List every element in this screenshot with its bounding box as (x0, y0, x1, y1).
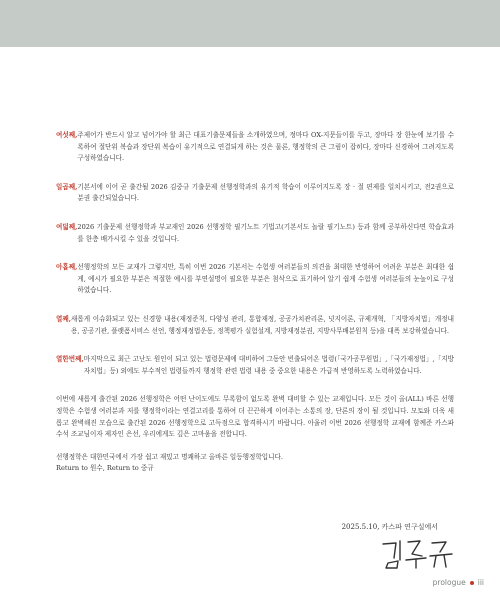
list-item (56, 354, 454, 377)
item-key: 여섯째, (56, 131, 78, 139)
bullet-icon (470, 581, 474, 585)
list-item (56, 222, 454, 245)
motto-line: 선행정학은 대한민국에서 가장 쉽고 재밌고 명쾌하고 올바른 일등행정학입니다. (56, 452, 283, 461)
dateline: 2025.5.10, 카스파 연구실에서 (341, 523, 438, 531)
item-key: 아홉째, (56, 263, 78, 272)
item-text: 2026 기출문제 선행정학과 부교재인 2026 선행정학 필기노트 기법고(기본서도 놀랄 필기노트) 등과 함께 공부하신다면 학습효과를 한층 배가시킬 수 있을 것입니다. (77, 222, 454, 243)
item-text: 주제어가 반드시 알고 넘어가야 할 최근 대표기출문제들을 소개하였으며, 정마다 OX-지문들이를 두고, 장마다 장 한눈에 보기를 수록하여 절단위 복습과 장단위 복습이 유기적으로 연결되게 하는 것은 물론, 행정학의 큰 그림이 잡히다, 장마다 신경하여 그려지도록 구성하였습니다. (77, 131, 454, 163)
item-text: 마지막으로 최근 고난도 원인이 되고 있는 법령문제에 대비하여 그동안 빈출되어온 법령(「국가공무원법」,「국가재정법」,「지방자치법」등) 외에도 부수적인 법령들까지 행정학 관련 법령 내용 중 중요한 내용은 가급적 반영하도록 노력하였습니다. (83, 355, 454, 375)
list-item (56, 262, 454, 297)
footer-label: prologue (432, 578, 466, 587)
prologue-body (56, 130, 454, 475)
item-key: 열한번째, (56, 355, 84, 364)
list-item (56, 314, 454, 337)
page-footer (433, 578, 484, 587)
item-key: 여덟째, (56, 222, 78, 231)
author-signature (380, 538, 458, 574)
item-text: 선행정학의 모든 교재가 그렇지만, 특히 이번 2026 기본서는 수험생 여러분들의 의견을 최대한 반영하여 어려운 부분은 최대한 쉽게, 예시가 필요한 부분은 적절한 예시를 부연설명이 필요한 부분은 첨삭으로 표기하여 알기 쉽게 수험생 여러분들의 눈높이로 구성하였습니다. (77, 263, 454, 295)
item-key: 열째, (56, 314, 72, 323)
item-text: 기본서에 이어 곧 출간될 2026 김중규 기출문제 선행정학과의 유기적 학습이 이루어지도록 장 · 절 편제를 일치시키고, 전2권으로 분권 출간되었습니다. (77, 182, 454, 203)
page-number: iii (477, 578, 484, 587)
list-item (56, 130, 454, 165)
closing-paragraph: 이번에 새롭게 출간된 2026 선행정학은 어떤 난이도에도 무록함이 없도록 완벽 대비할 수 있는 교재입니다. 모든 것이 올(ALL) 바른 선행정학은 수험생 여러분과 저를 행정학이라는 연결고리를 통하여 더 끈끈하게 이어주는 소통의 장, 단론의 장이 될 것입니다. 모토와 더욱 새롭고 완벽해진 모습으로 출간된 2026 선행정학으로 고득점으로 합격하시기 바랍니다. 아울러 이번 2026 선행정학 교재에 함께준 카스파 수석 조교님이자 제자인 은선, 우리에게도 깊은 고마움을 전합니다. (56, 395, 454, 439)
item-text: 새롭게 이슈화되고 있는 신경향 내용(재정준칙, 다양성 관리, 통합재정, 공공가치관리론, 넛지이론, 규제개혁, 「지방자치법」개정내용, 공공기관, 플랫폼서비스 선언, 행정재정법운동, 정책평가 실험설계, 지방재정분권, 지방사무배분원칙 등)을 대폭 보강하였습니다. (71, 314, 454, 335)
header-band (0, 0, 500, 47)
list-item (56, 182, 454, 205)
item-key: 일곱째, (56, 182, 78, 191)
return-line: Return to 원수, Return to 중규 (56, 464, 154, 473)
